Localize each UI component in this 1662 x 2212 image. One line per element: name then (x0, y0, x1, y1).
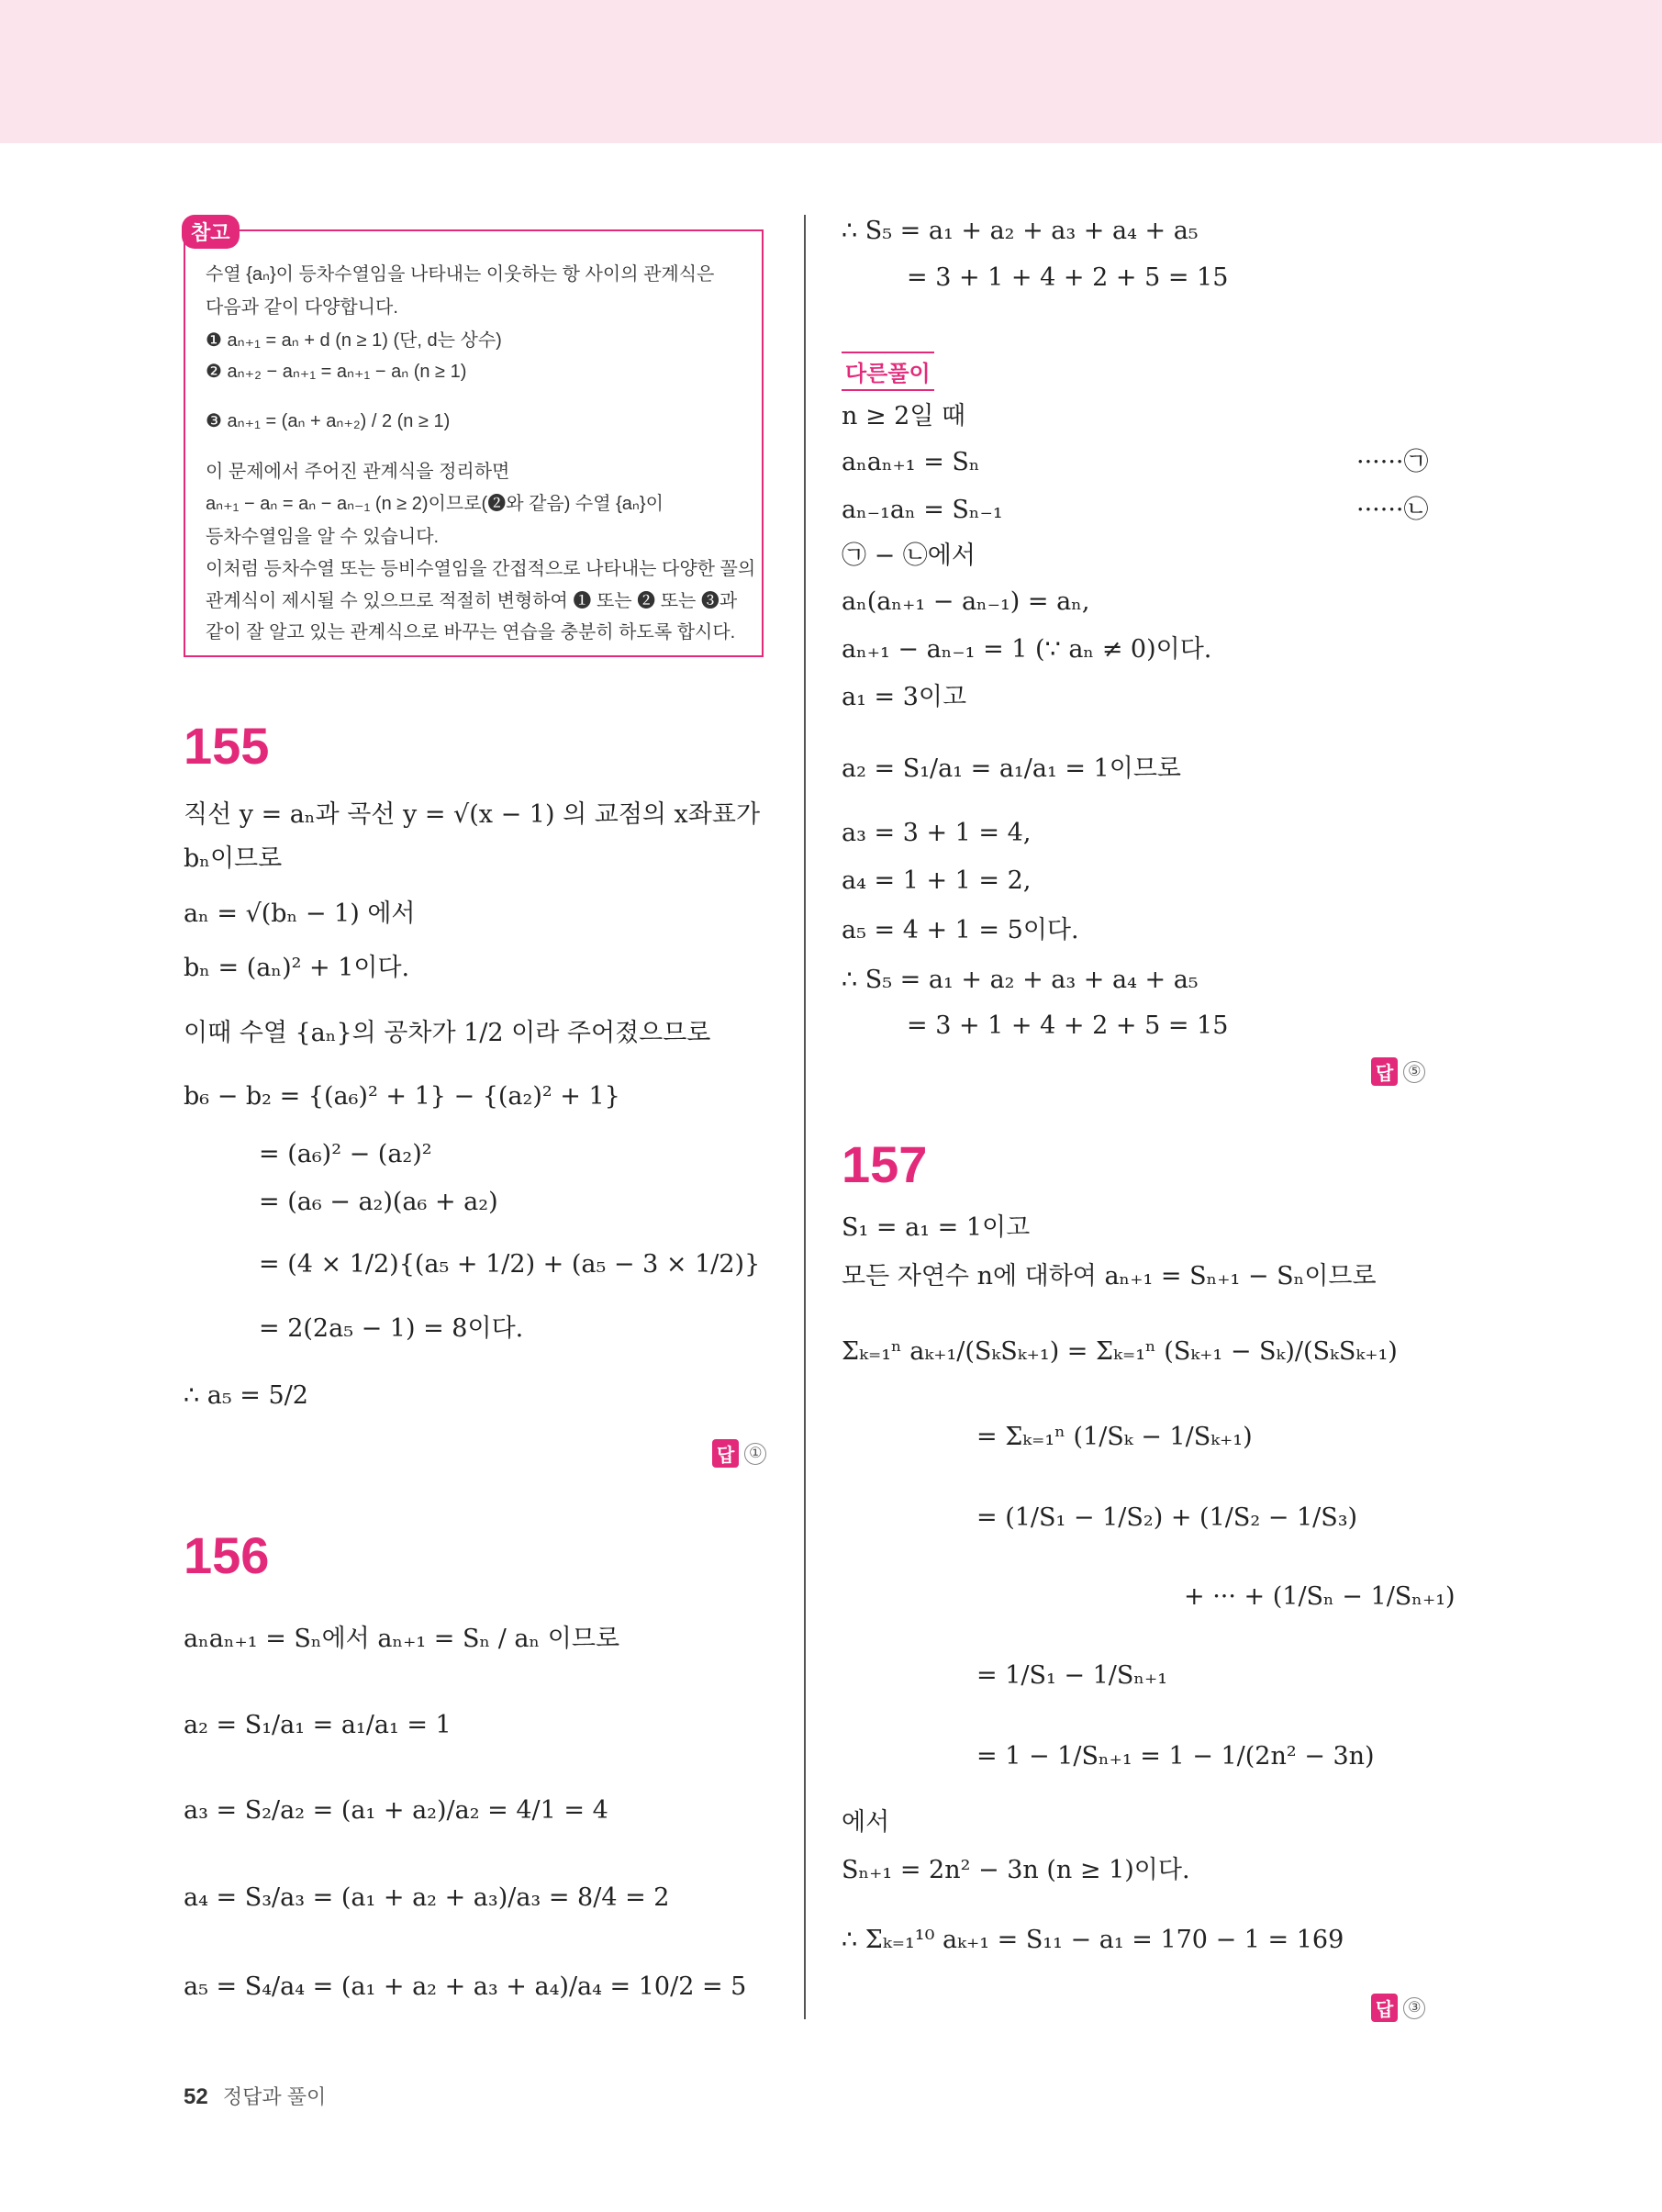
solution-line: aₙ₊₁ − aₙ₋₁ = 1 (∵ aₙ ≠ 0)이다. (842, 635, 1212, 664)
reference-line: ❸ aₙ₊₁ = (aₙ + aₙ₊₂) / 2 (n ≥ 1) (206, 411, 451, 431)
solution-line: a₂ = S₁/a₁ = a₁/a₁ = 1 (184, 1711, 452, 1739)
answer-label: 답 (1371, 1057, 1398, 1086)
solution-line: ∴ Σₖ₌₁¹⁰ aₖ₊₁ = S₁₁ − a₁ = 170 − 1 = 169 (842, 1926, 1344, 1954)
answer-value: ⑤ (1403, 1061, 1425, 1083)
solution-line: = 3 + 1 + 4 + 2 + 5 = 15 (907, 1011, 1229, 1040)
solution-line: 모든 자연수 n에 대하여 aₙ₊₁ = Sₙ₊₁ − Sₙ이므로 (842, 1262, 1377, 1290)
reference-line: 등차수열임을 알 수 있습니다. (206, 527, 440, 547)
reference-line: aₙ₊₁ − aₙ = aₙ − aₙ₋₁ (n ≥ 2)이므로(❷와 같음) 수열 {aₙ}이 (206, 494, 664, 514)
solution-line: a₅ = 4 + 1 = 5이다. (842, 916, 1079, 944)
answer-label: 답 (712, 1439, 739, 1468)
reference-line: ❶ aₙ₊₁ = aₙ + d (n ≥ 1) (단, d는 상수) (206, 330, 502, 351)
solution-line: 에서 (842, 1808, 890, 1837)
solution-line: aₙ(aₙ₊₁ − aₙ₋₁) = aₙ, (842, 587, 1090, 616)
equation-tag: ······㉡ (1356, 496, 1429, 524)
reference-line: 관계식이 제시될 수 있으므로 적절히 변형하여 ❶ 또는 ❷ 또는 ❸과 (206, 591, 738, 611)
solution-line: a₄ = 1 + 1 = 2, (842, 866, 1032, 895)
reference-tag: 참고 (182, 215, 240, 249)
solution-line: = (a₆)² − (a₂)² (259, 1140, 432, 1168)
solution-line: ∴ a₅ = 5/2 (184, 1381, 308, 1410)
solution-line: aₙaₙ₊₁ = Sₙ (842, 448, 980, 476)
solution-line: = 1/S₁ − 1/Sₙ₊₁ (976, 1661, 1168, 1690)
reference-line: 같이 잘 알고 있는 관계식으로 바꾸는 연습을 충분히 하도록 합시다. (206, 622, 736, 642)
solution-line: aₙ = √(bₙ − 1) 에서 (184, 899, 416, 928)
problem-number: 156 (184, 1526, 270, 1584)
answer (1371, 1994, 1425, 2022)
solution-line: Σₖ₌₁ⁿ aₖ₊₁/(SₖSₖ₊₁) = Σₖ₌₁ⁿ (Sₖ₊₁ − Sₖ)/(SₖSₖ₊₁) (842, 1337, 1398, 1366)
solution-line: = (1/S₁ − 1/S₂) + (1/S₂ − 1/S₃) (976, 1503, 1358, 1532)
solution-line: aₙaₙ₊₁ = Sₙ에서 aₙ₊₁ = Sₙ / aₙ 이므로 (184, 1625, 620, 1653)
reference-line: 다음과 같이 다양합니다. (206, 297, 398, 318)
solution-line: n ≥ 2일 때 (842, 402, 966, 430)
solution-line: ㉠ − ㉡에서 (842, 542, 976, 570)
solution-line: = Σₖ₌₁ⁿ (1/Sₖ − 1/Sₖ₊₁) (976, 1423, 1253, 1451)
reference-line: 이처럼 등차수열 또는 등비수열임을 간접적으로 나타내는 다양한 꼴의 (206, 559, 756, 579)
reference-line: 수열 {aₙ}이 등차수열임을 나타내는 이웃하는 항 사이의 관계식은 (206, 264, 715, 285)
reference-line: 이 문제에서 주어진 관계식을 정리하면 (206, 462, 510, 482)
footer-title: 정답과 풀이 (222, 2085, 327, 2108)
answer-value: ③ (1403, 1997, 1425, 2019)
solution-line: bₙ = (aₙ)² + 1이다. (184, 954, 410, 982)
solution-line: ∴ S₅ = a₁ + a₂ + a₃ + a₄ + a₅ (842, 966, 1199, 994)
solution-line: a₂ = S₁/a₁ = a₁/a₁ = 1이므로 (842, 754, 1181, 783)
problem-number: 155 (184, 717, 270, 775)
problem-number: 157 (842, 1135, 928, 1193)
solution-line: Sₙ₊₁ = 2n² − 3n (n ≥ 1)이다. (842, 1856, 1190, 1884)
answer-label: 답 (1371, 1994, 1398, 2022)
alt-solution-label: 다른풀이 (842, 352, 934, 391)
solution-line: = 3 + 1 + 4 + 2 + 5 = 15 (907, 263, 1229, 292)
answer-value: ① (744, 1443, 766, 1465)
solution-line: bₙ이므로 (184, 844, 283, 873)
solution-line: a₃ = 3 + 1 = 4, (842, 819, 1032, 847)
solution-line: a₅ = S₄/a₄ = (a₁ + a₂ + a₃ + a₄)/a₄ = 10/2 = 5 (184, 1972, 747, 2001)
solution-line: 이때 수열 {aₙ}의 공차가 1/2 이라 주어졌으므로 (184, 1019, 711, 1047)
equation-tag: ······㉠ (1356, 448, 1429, 476)
solution-line: = (4 × 1/2){(a₅ + 1/2) + (a₅ − 3 × 1/2)} (259, 1250, 761, 1279)
solution-line: = 1 − 1/Sₙ₊₁ = 1 − 1/(2n² − 3n) (976, 1742, 1375, 1771)
header-band (0, 0, 1662, 143)
solution-line: a₁ = 3이고 (842, 683, 967, 711)
solution-line: a₃ = S₂/a₂ = (a₁ + a₂)/a₂ = 4/1 = 4 (184, 1796, 608, 1825)
solution-line: a₄ = S₃/a₃ = (a₁ + a₂ + a₃)/a₃ = 8/4 = 2 (184, 1883, 670, 1912)
solution-line: + ··· + (1/Sₙ − 1/Sₙ₊₁) (1184, 1582, 1456, 1611)
page-footer (184, 2082, 326, 2110)
solution-line: b₆ − b₂ = {(a₆)² + 1} − {(a₂)² + 1} (184, 1082, 620, 1111)
column-divider (804, 215, 806, 2019)
solution-line: ∴ S₅ = a₁ + a₂ + a₃ + a₄ + a₅ (842, 217, 1199, 245)
solution-line: aₙ₋₁aₙ = Sₙ₋₁ (842, 496, 1003, 524)
answer (712, 1439, 766, 1468)
solution-line: S₁ = a₁ = 1이고 (842, 1213, 1031, 1242)
page-number: 52 (184, 2084, 208, 2109)
solution-line: = (a₆ − a₂)(a₆ + a₂) (259, 1188, 498, 1216)
solution-line: 직선 y = aₙ과 곡선 y = √(x − 1) 의 교점의 x좌표가 (184, 800, 761, 829)
reference-line: ❷ aₙ₊₂ − aₙ₊₁ = aₙ₊₁ − aₙ (n ≥ 1) (206, 362, 467, 382)
solution-line: = 2(2a₅ − 1) = 8이다. (259, 1314, 524, 1343)
answer (1371, 1057, 1425, 1086)
